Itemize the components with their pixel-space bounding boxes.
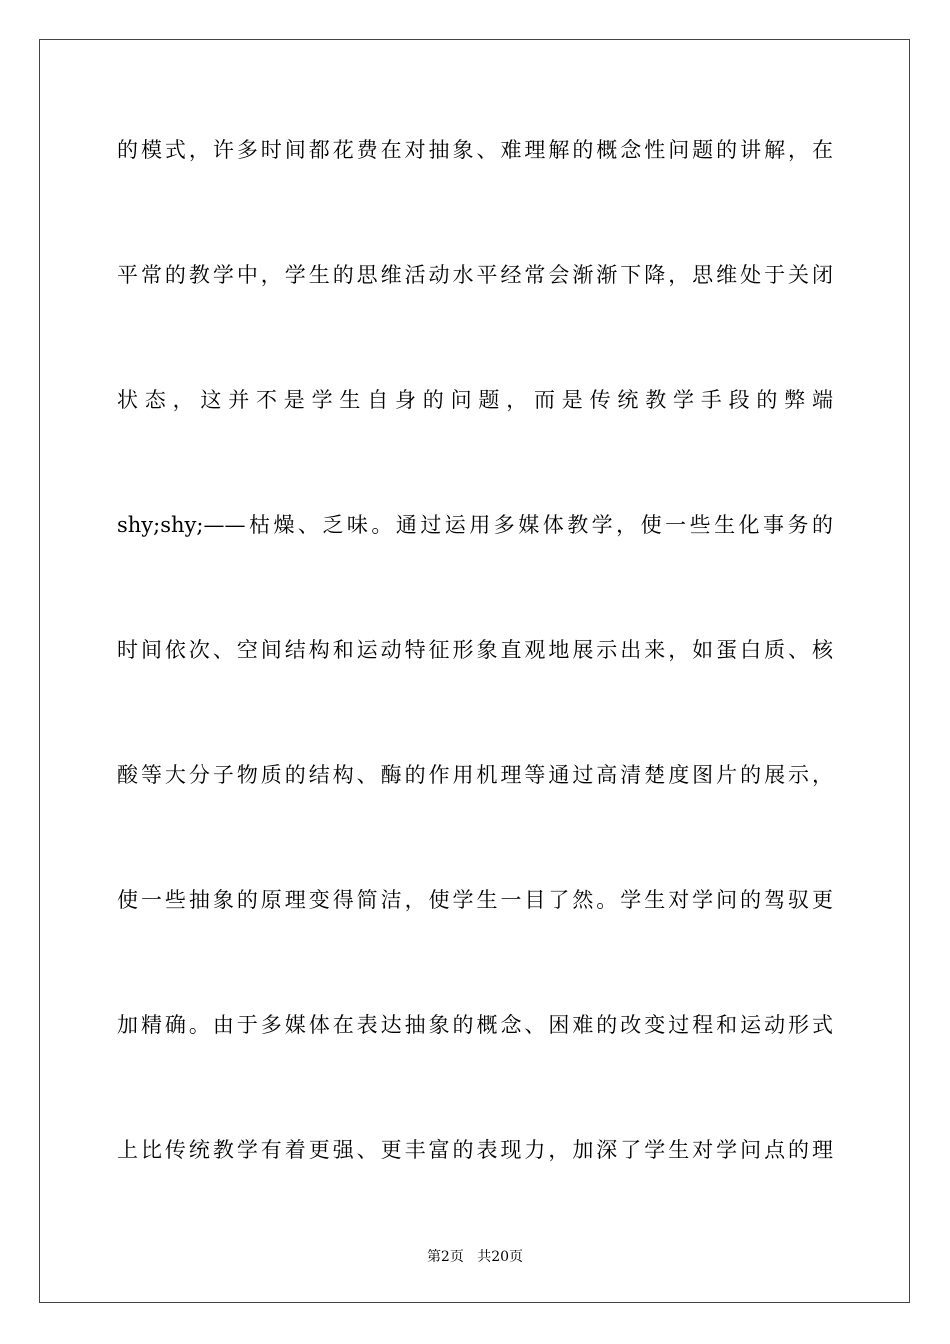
text-line: 酸等大分子物质的结构、酶的作用机理等通过高清楚度图片的展示，: [117, 763, 833, 787]
text-line: 时间依次、空间结构和运动特征形象直观地展示出来，如蛋白质、核: [117, 638, 833, 662]
text-line: 上比传统教学有着更强、更丰富的表现力，加深了学生对学问点的理: [117, 1138, 833, 1162]
page-border: [39, 39, 910, 1303]
text-line: 平常的教学中，学生的思维活动水平经常会渐渐下降，思维处于关闭: [117, 263, 833, 287]
text-line: shy;shy;——枯燥、乏味。通过运用多媒体教学，使一些生化事务的: [117, 513, 833, 537]
text-line: 加精确。由于多媒体在表达抽象的概念、困难的改变过程和运动形式: [117, 1013, 833, 1037]
page-number: 第2页: [426, 1249, 464, 1265]
text-line: 的模式，许多时间都花费在对抽象、难理解的概念性问题的讲解，在: [117, 138, 833, 162]
total-pages: 共20页: [477, 1249, 524, 1265]
text-line: 使一些抽象的原理变得简洁，使学生一目了然。学生对学问的驾驭更: [117, 888, 833, 912]
page-footer: [0, 1247, 950, 1267]
text-line: 状态，这并不是学生自身的问题，而是传统教学手段的弊端: [117, 388, 833, 412]
